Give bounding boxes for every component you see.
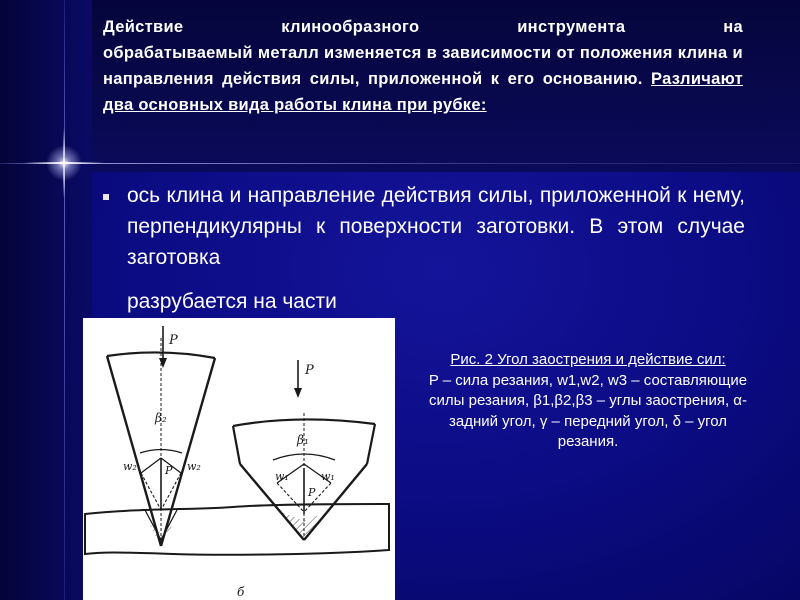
label-beta2: β₂ bbox=[155, 411, 167, 425]
intro-paragraph bbox=[103, 14, 743, 118]
caption-body: P – сила резания, w1,w2, w3 – составляющие силы резания, β1,β2,β3 – углы заострения, α- задний угол, γ – передний угол, δ – угол резания. bbox=[428, 371, 748, 450]
force-arrowhead-left bbox=[159, 358, 167, 368]
wedge-diagram-figure bbox=[83, 318, 395, 600]
bullet-text: ось клина и направление действия силы, приложенной к нему, перпендикулярны к поверхности заготовки. В этом случае заготовка bbox=[127, 184, 745, 269]
left-decor-band bbox=[0, 0, 92, 600]
intro-line-1 bbox=[103, 14, 743, 40]
intro-word: на bbox=[723, 18, 743, 36]
left-wedge bbox=[107, 338, 215, 546]
wedge-diagram bbox=[83, 318, 395, 600]
decor-horizontal-line bbox=[0, 163, 800, 164]
label-figure-letter: б bbox=[237, 585, 245, 599]
label-w1-right: w₁ bbox=[321, 470, 335, 483]
label-beta1: β₁ bbox=[297, 433, 309, 447]
square-bullet-icon bbox=[103, 194, 109, 200]
figure-caption bbox=[418, 350, 758, 453]
label-p-center-right: P bbox=[308, 486, 316, 499]
caption-title: Рис. 2 Угол заострения и действие сил: bbox=[450, 351, 726, 368]
intro-word: Действие bbox=[103, 18, 184, 36]
intro-underlined-text: Различают два основных вида работы клина при рубке: bbox=[103, 70, 743, 114]
label-w1-left: w₁ bbox=[275, 470, 289, 483]
force-arrowhead-right bbox=[294, 388, 302, 398]
label-p-center-left: P bbox=[165, 464, 173, 477]
label-p-right: P bbox=[305, 363, 314, 378]
left-wedge-tip bbox=[149, 524, 173, 546]
intro-word: инструмента bbox=[517, 18, 626, 36]
label-w2-right: w₂ bbox=[187, 460, 201, 473]
intro-text: обрабатываемый металл изменяется в зависимости от положения клина и направления действия силы, приложенной к его основанию. bbox=[103, 44, 743, 88]
workpiece-outline bbox=[85, 504, 389, 555]
label-w2-left: w₂ bbox=[123, 460, 137, 473]
intro-word: клинообразного bbox=[281, 18, 420, 36]
decor-vertical-line bbox=[64, 0, 65, 600]
bullet-last-line: разрубается на части bbox=[127, 290, 337, 313]
label-p-left: P bbox=[169, 333, 178, 348]
